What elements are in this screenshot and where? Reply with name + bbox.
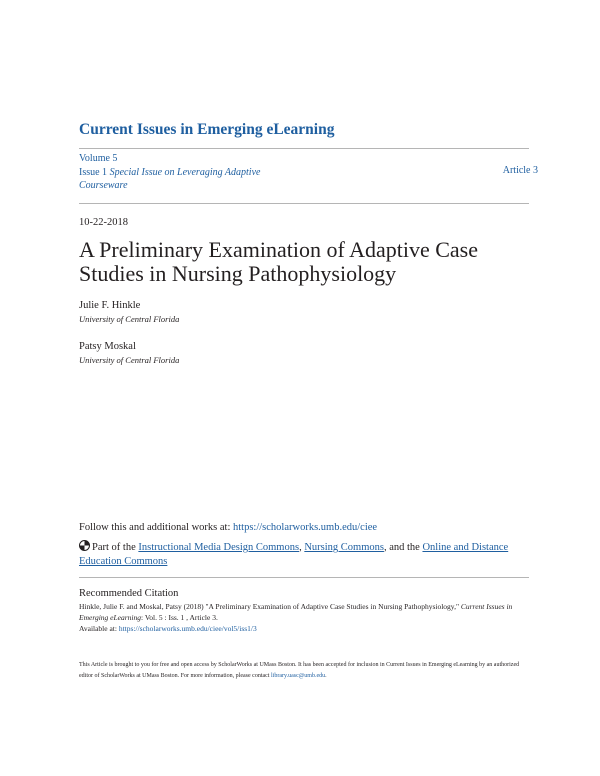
recommended-citation-heading: Recommended Citation [79,588,179,599]
publication-date: 10-22-2018 [79,217,128,228]
part-of-line [79,540,509,569]
part-of-prefix: Part of the [92,542,136,553]
journal-title[interactable]: Current Issues in Emerging eLearning [79,121,335,138]
follow-link[interactable]: https://scholarworks.umb.edu/ciee [233,522,378,533]
citation-text [79,601,529,634]
available-at-label: Available at: [79,624,117,633]
separator: , and the [383,542,420,553]
article-number[interactable]: Article 3 [502,165,538,176]
volume-link[interactable]: Volume 5 [79,153,118,164]
divider [79,148,529,149]
online-distance-education-commons-link[interactable]: Online and Distance Education Commons [79,542,509,567]
citation-journal: Current Issues in Emerging eLearning [79,602,513,622]
footer-notice [79,660,529,682]
citation-authors-title: Hinkle, Julie F. and Moskal, Patsy (2018) "A Preliminary Examination of Adaptive Case Studies in Nursing Pathophysiology," [79,602,460,611]
author-block [79,340,179,366]
divider [79,203,529,204]
volume-issue-block [79,152,299,193]
contact-email-link[interactable]: library.uasc@umb.edu [270,673,326,679]
issue-name: Special Issue on Leveraging Adaptive Courseware [79,166,261,191]
separator: , [299,542,302,553]
bepress-commons-icon [79,540,90,551]
footer-end: . [325,673,327,679]
author-affiliation: University of Central Florida [79,355,180,365]
divider [79,577,529,578]
paper-title: A Preliminary Examination of Adaptive Case Studies in Nursing Pathophysiology [79,237,478,286]
follow-text: Follow this and additional works at: [79,522,231,533]
issue-number: Issue 1 [79,166,108,178]
author-name: Patsy Moskal [79,341,136,352]
author-affiliation: University of Central Florida [79,314,180,324]
author-block [79,299,179,325]
follow-line [79,521,539,535]
citation-volume: : Vol. 5 : Iss. 1 , Article 3. [141,613,218,622]
article-url-link[interactable]: https://scholarworks.umb.edu/ciee/vol5/iss1/3 [118,624,257,633]
author-name: Julie F. Hinkle [79,300,141,311]
issue-link[interactable] [79,166,299,193]
footer-text: This Article is brought to you for free and open access by ScholarWorks at UMass Boston. It has been accepted for inclusion in Current Issues in Emerging eLearning by an authorized editor of ScholarWorks at UMass Boston. For more information, please contact [79,662,520,679]
instructional-media-design-commons-link[interactable]: Instructional Media Design Commons [138,542,300,553]
nursing-commons-link[interactable]: Nursing Commons [304,542,384,553]
